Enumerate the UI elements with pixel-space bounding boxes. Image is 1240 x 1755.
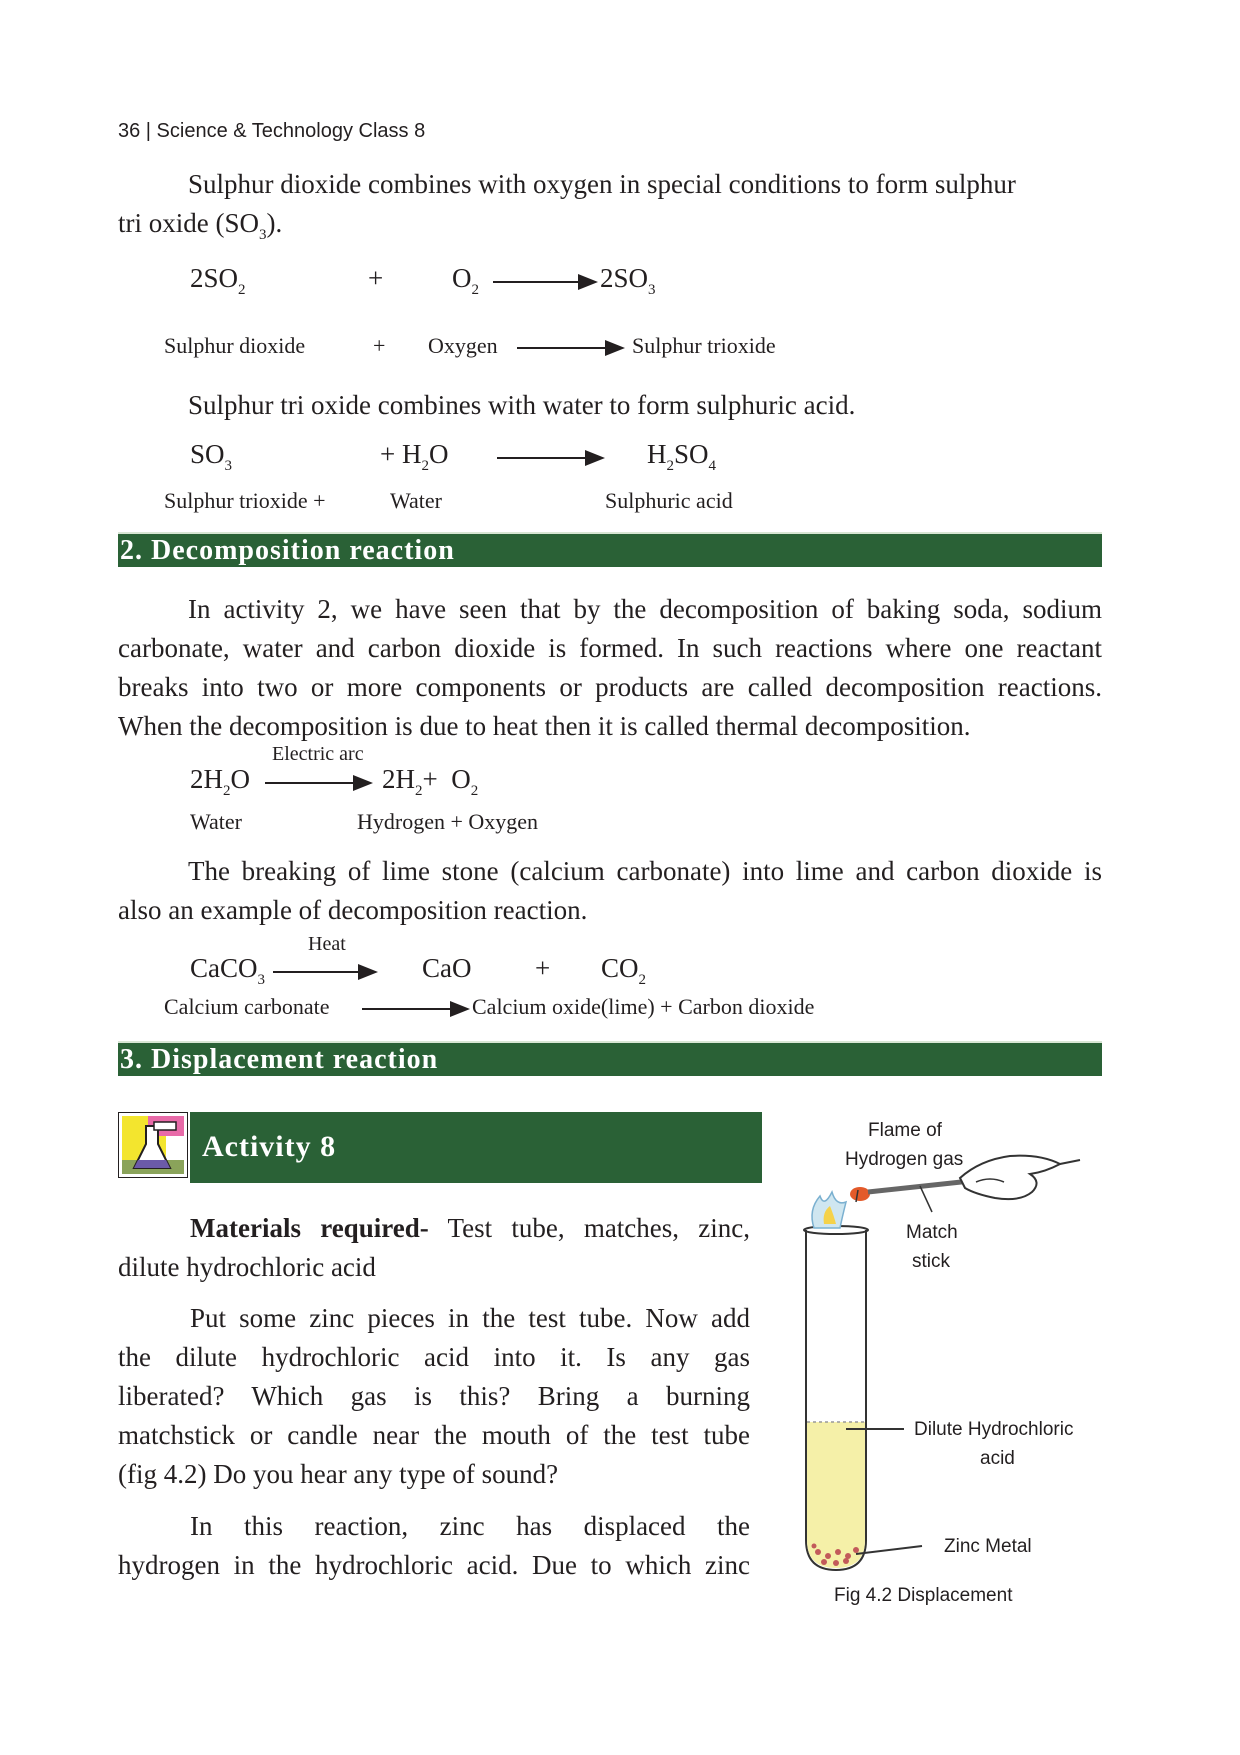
label-flame-line-2: Hydrogen gas	[845, 1149, 964, 1170]
intro-line-2: tri oxide $(SO_3)$.	[118, 208, 283, 243]
eq1-reactant-2: $O_2$	[452, 263, 479, 298]
procedure-line-5: (fig 4.2) Do you hear any type of sound?	[118, 1459, 559, 1489]
eq3-label-reactant: Water	[190, 809, 242, 834]
eq4-condition: Heat	[308, 933, 346, 955]
eq4-product-1: CaO	[422, 953, 472, 983]
eq2-label-reactant-1: Sulphur trioxide +	[164, 488, 326, 513]
eq4-product-2: $CO_2$	[601, 953, 647, 988]
eq3-label-products: Hydrogen + Oxygen	[357, 809, 539, 834]
eq1-label-plus: +	[373, 333, 386, 358]
procedure-line-1: Put some zinc pieces in the test tube. Now add	[190, 1303, 750, 1333]
eq3-reactant: $2H_2O$	[190, 764, 250, 799]
eq3-products: $2H_2+ O_2$	[382, 764, 479, 799]
activity-title: Activity 8	[202, 1130, 337, 1163]
decomp-line-3: breaks into two or more components or products are called decomposition reactions.	[118, 672, 1102, 702]
eq2-arrow	[497, 448, 605, 468]
label-acid-line-1: Dilute Hydrochloric	[914, 1419, 1074, 1440]
eq2-product: $H_2SO_4$	[647, 439, 717, 474]
decomp-line-1: In activity 2, we have seen that by the decomposition of baking soda, sodium	[188, 594, 1102, 624]
eq1-reactant-1: $2SO_2$	[190, 263, 246, 298]
label-match-line-2: stick	[912, 1251, 950, 1272]
page-header: 36 | Science & Technology Class 8	[118, 120, 426, 142]
conclusion-line-1: In this reaction, zinc has displaced the	[190, 1511, 750, 1541]
eq1-label-product: Sulphur trioxide	[632, 333, 776, 358]
eq3-arrow	[265, 773, 373, 793]
eq2-reactant-2: + $H_2O$	[380, 439, 449, 474]
eq2-reactant-1: $SO_3$	[190, 439, 233, 474]
intro-line-1: Sulphur dioxide combines with oxygen in special conditions to form sulphur	[188, 169, 1016, 199]
materials-label: Materials required-	[190, 1213, 429, 1243]
activity-icon	[118, 1112, 188, 1178]
label-flame-line-1: Flame of	[868, 1120, 942, 1141]
eq4-label-arrow	[362, 999, 470, 1019]
eq1-label-arrow	[517, 338, 625, 358]
decomp-line-2: carbonate, water and carbon dioxide is formed. In such reactions where one reactant	[118, 633, 1102, 663]
eq2-label-product: Sulphuric acid	[605, 488, 733, 513]
para-so3: Sulphur tri oxide combines with water to form sulphuric acid.	[188, 390, 856, 420]
procedure-line-2: the dilute hydrochloric acid into it. Is any gas	[118, 1342, 750, 1372]
eq2-label-reactant-2: Water	[390, 488, 442, 513]
eq1-arrow	[493, 272, 598, 292]
section-heading-displacement: 3. Displacement reaction	[118, 1041, 1102, 1076]
lime-line-2: also an example of decomposition reaction.	[118, 895, 588, 925]
figure-displacement	[780, 1120, 1100, 1606]
label-zinc: Zinc Metal	[944, 1536, 1032, 1557]
conclusion-line-2: hydrogen in the hydrochloric acid. Due to which zinc	[118, 1550, 750, 1580]
eq1-label-reactant-1: Sulphur dioxide	[164, 333, 306, 358]
eq4-arrow	[273, 962, 378, 982]
figure-caption: Fig 4.2 Displacement	[834, 1585, 1013, 1606]
eq1-plus: +	[368, 263, 384, 293]
eq4-plus: +	[535, 953, 551, 983]
procedure-line-4: matchstick or candle near the mouth of the test tube	[118, 1420, 750, 1450]
eq4-reactant: CaCO$_3$	[190, 953, 265, 988]
eq1-label-reactant-2: Oxygen	[428, 333, 498, 358]
eq1-product: $2SO_3$	[600, 263, 656, 298]
materials-line-1: Materials required- Test tube, matches, zinc,	[190, 1213, 750, 1243]
section-heading-decomposition: 2. Decomposition reaction	[118, 532, 1102, 567]
eq3-condition: Electric arc	[272, 743, 364, 765]
label-match-line-1: Match	[906, 1222, 958, 1243]
decomp-line-4: When the decomposition is due to heat then it is called thermal decomposition.	[118, 711, 971, 741]
test-tube-illustration	[780, 1120, 1100, 1600]
procedure-line-3: liberated? Which gas is this? Bring a burning	[118, 1381, 750, 1411]
activity-banner	[190, 1112, 762, 1183]
eq4-label-reactant: Calcium carbonate	[164, 994, 330, 1019]
materials-line-2: dilute hydrochloric acid	[118, 1252, 376, 1282]
label-acid-line-2: acid	[980, 1448, 1015, 1469]
eq4-label-products: Calcium oxide(lime) + Carbon dioxide	[472, 994, 815, 1019]
lime-line-1: The breaking of lime stone (calcium carbonate) into lime and carbon dioxide is	[188, 856, 1102, 886]
